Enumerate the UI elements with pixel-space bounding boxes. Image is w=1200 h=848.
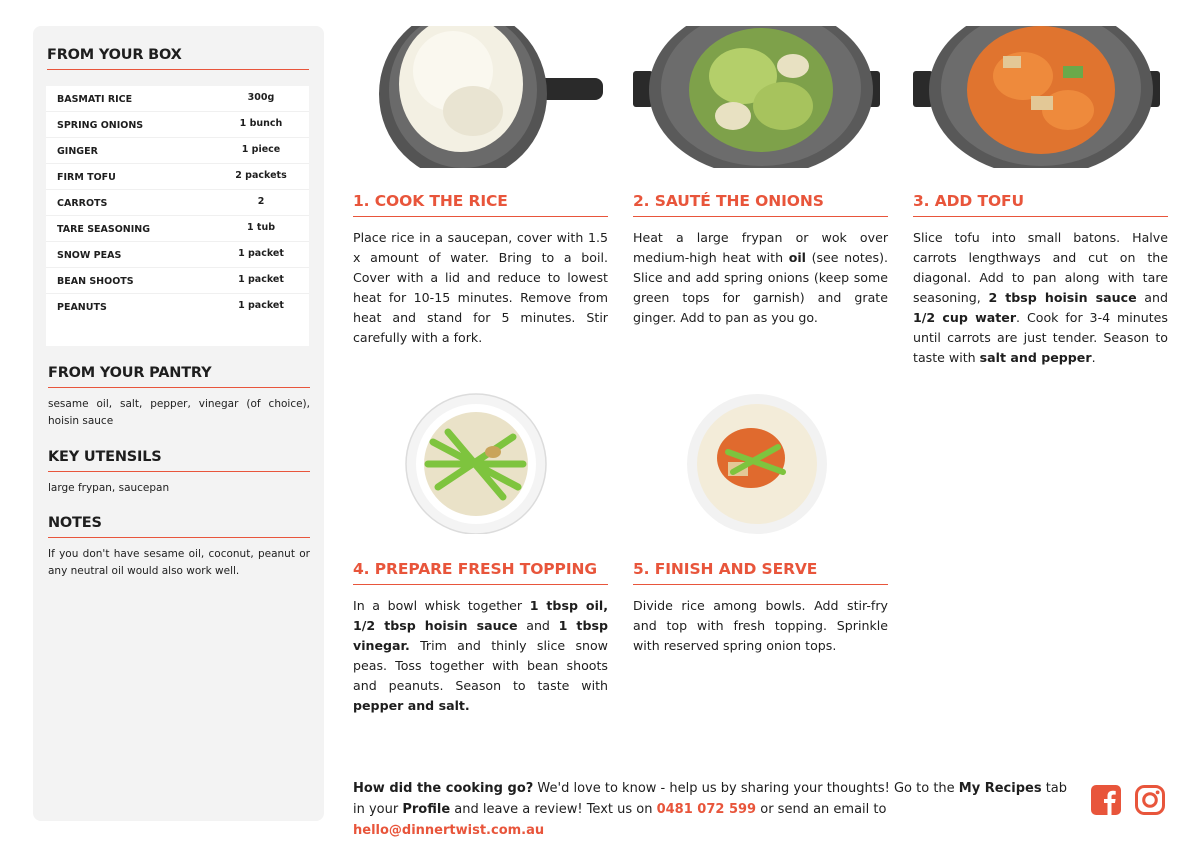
step-text: In a bowl whisk together — [353, 598, 530, 613]
ingredient-qty: 1 piece — [241, 144, 281, 155]
ingredient-row — [46, 138, 309, 164]
step-emphasis: oil — [788, 250, 806, 265]
ingredient-qty: 2 packets — [235, 170, 287, 181]
step-text: Heat a large frypan or wok over medium-high heat with — [633, 230, 888, 265]
topping-bowl-photo — [353, 392, 608, 534]
tofu-pan-photo — [913, 26, 1168, 168]
ingredient-row — [46, 190, 309, 216]
ingredient-name: SPRING ONIONS — [57, 120, 144, 131]
ingredient-row — [46, 242, 309, 268]
step-2-body — [633, 228, 888, 328]
footer-text: or send an email to — [756, 802, 887, 817]
pantry-text: sesame oil, salt, pepper, vinegar (of choice), hoisin sauce — [48, 398, 310, 427]
ingredient-qty: 1 bunch — [239, 118, 283, 129]
profile-link[interactable]: Profile — [402, 802, 451, 817]
feedback-footer — [353, 778, 1078, 841]
ingredient-qty: 300g — [247, 92, 275, 103]
ingredient-row — [46, 86, 309, 112]
step-1-title: 1. COOK THE RICE — [353, 192, 608, 217]
rice-pot-photo — [353, 26, 608, 168]
facebook-icon[interactable] — [1090, 784, 1122, 816]
ingredient-row — [46, 268, 309, 294]
step-text: and — [517, 618, 559, 633]
ingredient-qty: 1 packet — [238, 300, 284, 311]
ingredient-name: TARE SEASONING — [57, 224, 151, 235]
ingredient-name: CARROTS — [57, 198, 108, 209]
my-recipes-link[interactable]: My Recipes — [958, 781, 1042, 796]
ingredient-row — [46, 294, 309, 320]
step-emphasis: salt and pepper — [979, 350, 1092, 365]
phone-link[interactable]: 0481 072 599 — [656, 802, 757, 817]
step-text: and — [1136, 290, 1168, 305]
feedback-question: How did the cooking go? — [353, 781, 534, 796]
ingredient-qty: 1 tub — [246, 222, 276, 233]
notes-title: NOTES — [48, 515, 310, 538]
utensils-text: large frypan, saucepan — [48, 482, 170, 494]
step-emphasis: 1/2 cup water — [913, 310, 1017, 325]
step-text: . — [1091, 350, 1096, 365]
ingredient-qty: 1 packet — [238, 248, 284, 259]
step-1-body — [353, 228, 608, 348]
ingredients-sidebar — [33, 26, 324, 821]
email-link[interactable]: hello@dinnertwist.com.au — [353, 823, 545, 838]
serve-bowl-photo — [633, 392, 888, 534]
step-3-title: 3. ADD TOFU — [913, 192, 1168, 217]
step-3-body — [913, 228, 1168, 368]
from-box-table — [46, 86, 309, 346]
step-text: Slice tofu into small batons. Halve carrots lengthways and cut on the diagonal. Add to pan along with tare seasoning, — [913, 230, 1168, 305]
ingredient-row — [46, 164, 309, 190]
step-text: (see notes). Slice and add spring onions (keep some green tops for garnish) and grate ginger. Add to pan as you go. — [633, 250, 889, 325]
from-box-title: FROM YOUR BOX — [47, 47, 309, 70]
ingredient-name: SNOW PEAS — [57, 250, 122, 261]
footer-text: and leave a review! Text us on — [450, 802, 657, 817]
step-text: Divide rice among bowls. Add stir-fry and top with fresh topping. Sprinkle with reserved spring onion tops. — [633, 598, 888, 653]
footer-text: tab in your — [353, 781, 1068, 817]
step-5-title: 5. FINISH AND SERVE — [633, 560, 888, 585]
utensils-title: KEY UTENSILS — [48, 449, 310, 472]
ingredient-row — [46, 216, 309, 242]
ingredient-qty: 1 packet — [238, 274, 284, 285]
step-text: . Cook for 3-4 minutes until carrots are just tender. Season to taste with — [913, 310, 1168, 365]
step-text: Place rice in a saucepan, cover with 1.5 x amount of water. Bring to a boil. Cover with a lid and reduce to lowest heat for 10-15 minutes. Remove from heat and stand for 5 minutes. Stir carefully with a fork. — [353, 230, 608, 345]
step-emphasis: 2 tbsp hoisin sauce — [988, 290, 1137, 305]
step-5-body — [633, 596, 888, 656]
ingredient-row — [46, 112, 309, 138]
ingredient-name: FIRM TOFU — [57, 172, 116, 183]
step-emphasis: pepper and salt. — [353, 698, 470, 713]
pantry-title: FROM YOUR PANTRY — [48, 365, 310, 388]
step-emphasis: 1 tbsp oil, 1/2 tbsp hoisin sauce — [353, 598, 608, 633]
ingredient-name: PEANUTS — [57, 302, 107, 313]
step-2-title: 2. SAUTÉ THE ONIONS — [633, 192, 888, 217]
instagram-icon[interactable] — [1134, 784, 1166, 816]
step-text: Trim and thinly slice snow peas. Toss together with bean shoots and peanuts. Season to taste with — [353, 638, 608, 693]
ingredient-name: GINGER — [57, 146, 98, 157]
ingredient-qty: 2 — [257, 196, 265, 207]
step-4-body — [353, 596, 608, 716]
notes-text: If you don't have sesame oil, coconut, peanut or any neutral oil would also work well. — [48, 548, 310, 577]
ingredient-name: BEAN SHOOTS — [57, 276, 134, 287]
ingredient-name: BASMATI RICE — [57, 94, 133, 105]
step-4-title: 4. PREPARE FRESH TOPPING — [353, 560, 608, 585]
onions-pan-photo — [633, 26, 888, 168]
step-emphasis: 1 tbsp vinegar. — [353, 618, 608, 653]
footer-text: We'd love to know - help us by sharing your thoughts! Go to the — [533, 781, 959, 796]
